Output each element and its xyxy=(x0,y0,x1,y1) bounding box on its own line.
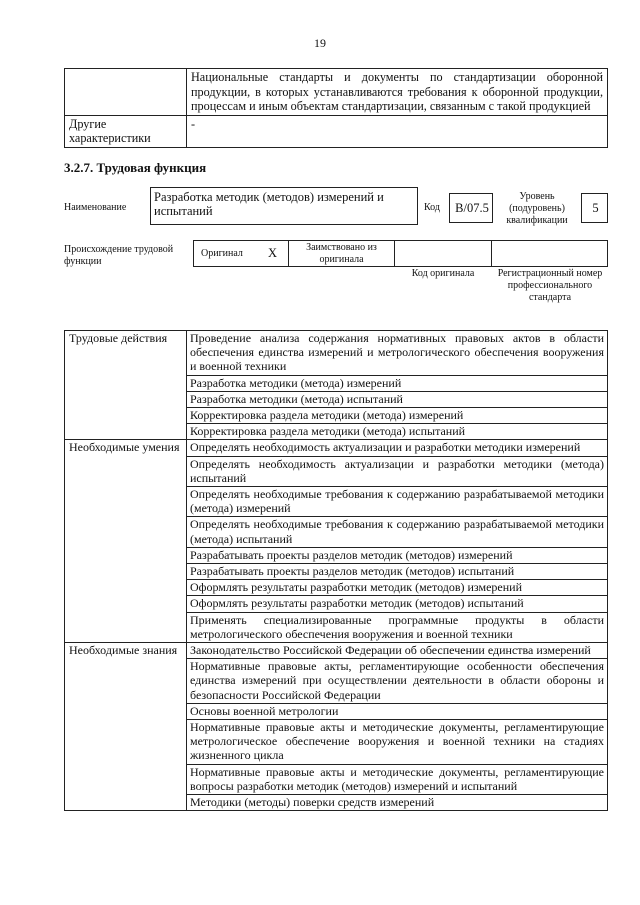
page-number: 19 xyxy=(314,36,326,50)
row-label: Другие характеристики xyxy=(65,115,187,147)
table-cell: Корректировка раздела методики (метода) измерений xyxy=(187,408,608,424)
table-cell: Нормативные правовые акты и методические документы, регламентирующие вопросы разработки методик (методов) измерений и испытаний xyxy=(187,764,608,794)
original-box xyxy=(193,240,289,267)
row-value: - xyxy=(187,115,608,147)
reg-number-caption: Регистрационный номер профессионального стандарта xyxy=(497,268,603,303)
section-title: 3.2.7. Трудовая функция xyxy=(64,160,207,175)
table-row xyxy=(65,69,608,116)
category-cell: Необходимые знания xyxy=(65,643,187,811)
table-cell: Основы военной метрологии xyxy=(187,703,608,719)
table-cell: Определять необходимые требования к содержанию разрабатываемой методики (метода) испытаний xyxy=(187,517,608,547)
original-mark: X xyxy=(268,246,278,260)
row-label xyxy=(65,69,187,116)
row-value: Национальные стандарты и документы по стандартизации оборонной продукции, в которых устанавливаются требования к оборонной продукции, процессам и иным объектам стандартизации, связанным с такой продукцией xyxy=(187,69,608,116)
labor-function-table xyxy=(64,330,608,811)
table-cell: Нормативные правовые акты и методические документы, регламентирующие метрологическое обеспечение вооружения и военной техники на стадиях жизненного цикла xyxy=(187,720,608,765)
table-cell: Определять необходимость актуализации и разработки методики измерений xyxy=(187,440,608,456)
table-cell: Нормативные правовые акты, регламентирующие особенности обеспечения единства измерений при осуществлении деятельности в области обороны и безопасности Российской Федерации xyxy=(187,659,608,704)
table-cell: Определять необходимые требования к содержанию разрабатываемой методики (метода) измерений xyxy=(187,487,608,517)
name-box xyxy=(150,187,418,225)
code-original-caption: Код оригинала xyxy=(411,268,475,279)
table-cell: Применять специализированные программные продукты в области метрологического обеспечения вооружения и военной техники xyxy=(187,612,608,642)
table-cell: Законодательство Российской Федерации об обеспечении единства измерений xyxy=(187,643,608,659)
original-label: Оригинал xyxy=(201,248,243,259)
table-cell: Проведение анализа содержания нормативных правовых актов в области обеспечения единства измерений и метрологического обеспечения вооружения и военной техники xyxy=(187,331,608,376)
table-cell: Корректировка раздела методики (метода) испытаний xyxy=(187,424,608,440)
table-cell: Оформлять результаты разработки методик (методов) испытаний xyxy=(187,596,608,612)
reg-number-box xyxy=(491,240,608,267)
table-row xyxy=(65,643,608,659)
level-label: Уровень (подуровень) квалификации xyxy=(506,191,568,226)
table-row xyxy=(65,440,608,456)
table-cell: Оформлять результаты разработки методик (методов) измерений xyxy=(187,580,608,596)
table-cell: Разрабатывать проекты разделов методик (методов) испытаний xyxy=(187,564,608,580)
category-cell: Трудовые действия xyxy=(65,331,187,440)
table-row xyxy=(65,115,608,147)
table-cell: Разработка методики (метода) измерений xyxy=(187,375,608,391)
code-label: Код xyxy=(424,202,440,213)
name-label: Наименование xyxy=(64,202,127,213)
name-value: Разработка методик (методов) измерений и испытаний xyxy=(154,190,384,218)
table-row xyxy=(65,331,608,376)
borrowed-label: Заимствовано из оригинала xyxy=(306,242,377,265)
table-cell: Разработка методики (метода) испытаний xyxy=(187,391,608,407)
code-box xyxy=(449,193,493,223)
level-box xyxy=(581,193,608,223)
code-original-box xyxy=(394,240,492,267)
origin-label: Происхождение трудовой функции xyxy=(64,244,174,267)
characteristics-table xyxy=(64,68,608,148)
code-value: B/07.5 xyxy=(455,201,489,215)
category-cell: Необходимые умения xyxy=(65,440,187,643)
table-cell: Разрабатывать проекты разделов методик (методов) измерений xyxy=(187,547,608,563)
level-value: 5 xyxy=(592,201,599,215)
table-cell: Методики (методы) поверки средств измерений xyxy=(187,795,608,811)
borrowed-box xyxy=(288,240,395,267)
table-cell: Определять необходимость актуализации и разработки методики (метода) испытаний xyxy=(187,456,608,486)
